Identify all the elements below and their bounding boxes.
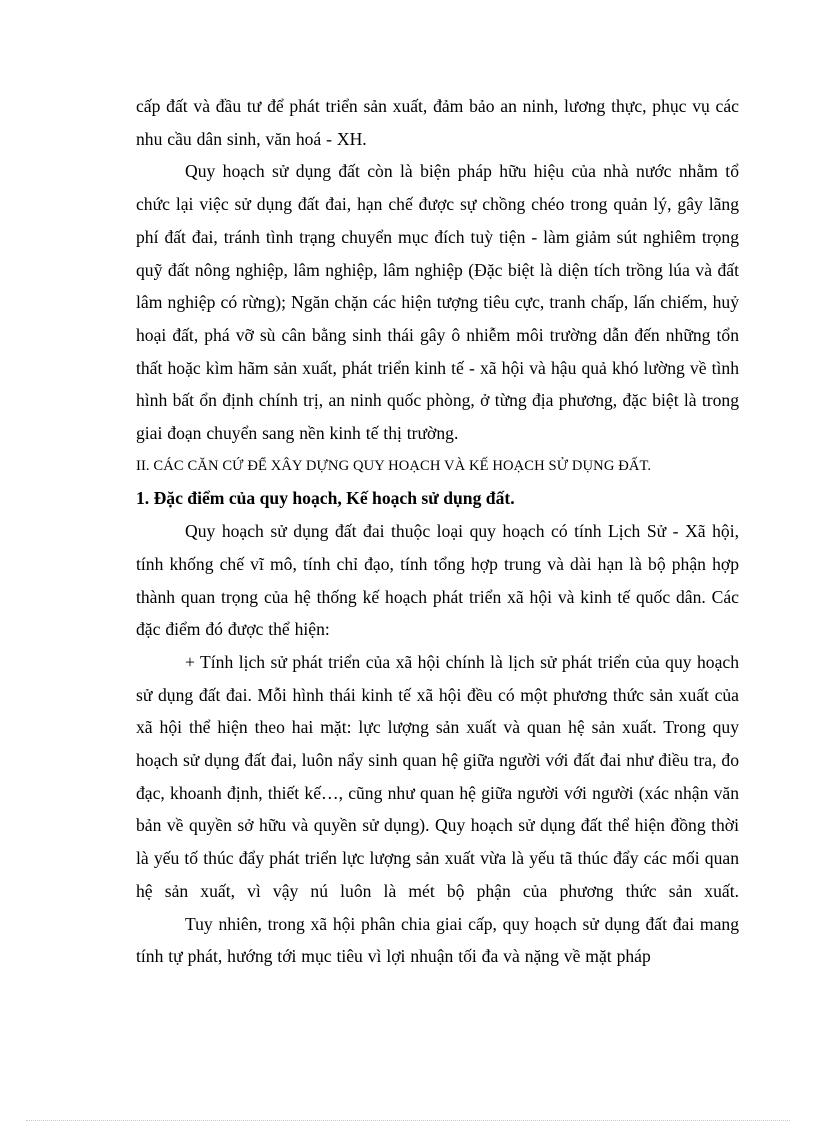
- paragraph-historical: + Tính lịch sử phát triển của xã hội chính là lịch sử phát triển của quy hoạch sử dụng đất đai. Mỗi hình thái kinh tế xã hội đều có một phương thức sản xuất của xã hội thể hiện theo hai mặt: lực lượng sản xuất và quan hệ sản xuất. Trong quy hoạch sử dụng đất đai, luôn nẩy sinh quan hệ giữa người với đất đai như điều tra, đo đạc, khoanh định, thiết kế…, cũng như quan hệ giữa người với người (xác nhận văn bản về quyền sở hữu và quyền sử dụng). Quy hoạch sử dụng đất thể hiện đồng thời là yếu tố thúc đẩy phát triển lực lượng sản xuất vừa là yếu tã thúc đẩy các mối quan hệ sản xuất, vì vậy nú luôn là mét bộ phận của phương thức sản xuất.: [136, 651, 739, 901]
- paragraph-continuation: cấp đất và đầu tư để phát triển sản xuất, đảm bảo an ninh, lương thực, phục vụ các nhu cầu dân sinh, văn hoá - XH.: [136, 96, 739, 149]
- subsection-heading: 1. Đặc điểm của quy hoạch, Kế hoạch sử dụng đất.: [136, 488, 515, 509]
- document-body: [136, 90, 739, 973]
- paragraph-planning-measures: Quy hoạch sử dụng đất còn là biện pháp hữu hiệu của nhà nước nhằm tổ chức lại việc sử dụng đất đai, hạn chế được sự chồng chéo trong quản lý, gây lãng phí đất đai, tránh tình trạng chuyển mục đích tuỳ tiện - làm giảm sút nghiêm trọng quỹ đất nông nghiệp, lâm nghiệp, lâm nghiệp (Đặc biệt là diện tích trồng lúa và đất lâm nghiệp có rừng); Ngăn chặn các hiện tượng tiêu cực, tranh chấp, lấn chiếm, huỷ hoại đất, phá vỡ sù cân bằng sinh thái gây ô nhiễm môi trường dẫn đến những tổn thất hoặc kìm hãm sản xuất, phát triển kinh tế - xã hội và hậu quả khó lường về tình hình bất ổn định chính trị, an ninh quốc phòng, ở từng địa phương, đặc biệt là trong giai đoạn chuyển sang nền kinh tế thị trường.: [136, 161, 739, 444]
- paragraph-characteristics: Quy hoạch sử dụng đất đai thuộc loại quy hoạch có tính Lịch Sử - Xã hội, tính khống chế vĩ mô, tính chỉ đạo, tính tổng hợp trung và dài hạn là bộ phận hợp thành quan trọng của hệ thống kế hoạch phát triển xã hội và kinh tế quốc dân. Các đặc điểm đó được thể hiện:: [136, 521, 739, 640]
- page-bottom-rule: [26, 1120, 790, 1121]
- paragraph-class-society: Tuy nhiên, trong xã hội phân chia giai cấp, quy hoạch sử dụng đất đai mang tính tự phát, hướng tới mục tiêu vì lợi nhuận tối đa và nặng về mặt pháp: [136, 913, 739, 967]
- section-heading: II. CÁC CĂN CỨ ĐỂ XÂY DỰNG QUY HOẠCH VÀ KẾ HOẠCH SỬ DỤNG ĐẤT.: [136, 457, 652, 474]
